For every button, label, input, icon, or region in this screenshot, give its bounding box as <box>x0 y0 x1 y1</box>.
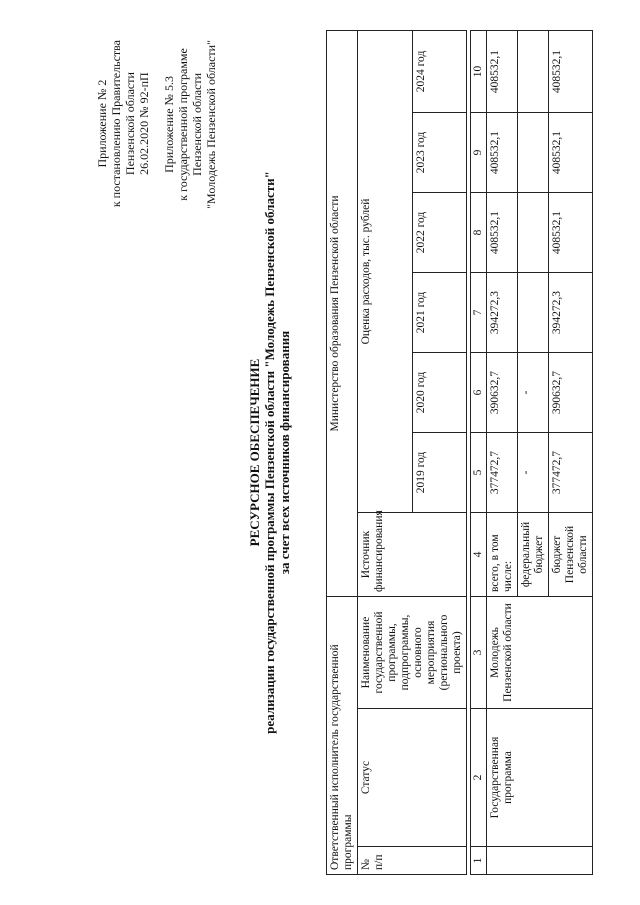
value-cell: 408532,1 <box>549 193 593 273</box>
value-cell: 394272,3 <box>487 273 518 353</box>
column-number: 2 <box>471 709 487 847</box>
appendix-main-line: Пензенской области <box>123 72 137 176</box>
value-cell: 408532,1 <box>549 30 593 112</box>
header-source: Источник финансирования <box>358 513 467 597</box>
appendix-sub-line: Приложение № 5.3 <box>162 76 176 173</box>
appendix-main <box>95 40 151 207</box>
value-cell: 408532,1 <box>487 193 518 273</box>
value-cell: - <box>518 353 549 433</box>
header-year: 2023 год <box>412 113 467 193</box>
value-cell: 377472,7 <box>549 433 593 513</box>
header-year: 2024 год <box>412 30 467 112</box>
responsible-label: Ответственный исполнитель государственной программы <box>327 597 358 875</box>
header-estimate: Оценка расходов, тыс. рублей <box>358 30 413 512</box>
row-num <box>487 847 593 875</box>
appendix-main-line: к постановлению Правительства <box>109 40 123 208</box>
value-cell: 377472,7 <box>487 433 518 513</box>
value-cell: 408532,1 <box>487 30 518 112</box>
value-cell <box>518 113 549 193</box>
document-subtitle: реализации государственной программы Пензенской области "Молодежь Пензенской области" <box>262 171 277 734</box>
appendix-sub-line: "Молодежь Пензенской области" <box>204 40 218 209</box>
header-year: 2021 год <box>412 273 467 353</box>
appendix-sub-line: Пензенской области <box>190 72 204 176</box>
column-number: 1 <box>471 847 487 875</box>
value-cell: 390632,7 <box>487 353 518 433</box>
appendix-main-line: 26.02.2020 № 92-пП <box>137 72 151 175</box>
source-label: бюджет Пензенской области <box>549 513 593 597</box>
column-number: 7 <box>471 273 487 353</box>
source-label: федеральный бюджет <box>518 513 549 597</box>
row-name: Молодежь Пензенской области <box>487 597 593 709</box>
value-cell <box>518 273 549 353</box>
column-number: 9 <box>471 113 487 193</box>
value-cell: 408532,1 <box>487 113 518 193</box>
source-label: всего, в том числе: <box>487 513 518 597</box>
value-cell <box>518 193 549 273</box>
column-number: 10 <box>471 30 487 112</box>
column-number: 3 <box>471 597 487 709</box>
appendix-main-line: Приложение № 2 <box>95 79 109 168</box>
column-number: 5 <box>471 433 487 513</box>
header-num: № п/п <box>358 847 467 875</box>
header-status: Статус <box>358 709 467 847</box>
document-subtitle-2: за счет всех источников финансирования <box>277 330 292 575</box>
value-cell: - <box>518 433 549 513</box>
column-number: 8 <box>471 193 487 273</box>
column-number: 4 <box>471 513 487 597</box>
value-cell: 390632,7 <box>549 353 593 433</box>
row-status: Государственная программа <box>487 709 593 847</box>
column-number: 6 <box>471 353 487 433</box>
appendix-sub <box>162 40 218 209</box>
document-title: РЕСУРСНОЕ ОБЕСПЕЧЕНИЕ <box>247 358 262 547</box>
header-year: 2019 год <box>412 433 467 513</box>
value-cell: 408532,1 <box>549 113 593 193</box>
responsible-value: Министерство образования Пензенской области <box>327 30 358 596</box>
header-year: 2020 год <box>412 353 467 433</box>
header-name: Наименование государственной программы, подпрограммы, основного мероприятия (регионального проекта) <box>358 597 467 709</box>
table-row <box>487 30 518 874</box>
value-cell <box>518 30 549 112</box>
resource-table <box>326 30 593 875</box>
appendix-sub-line: к государственной программе <box>176 48 190 201</box>
header-year: 2022 год <box>412 193 467 273</box>
value-cell: 394272,3 <box>549 273 593 353</box>
